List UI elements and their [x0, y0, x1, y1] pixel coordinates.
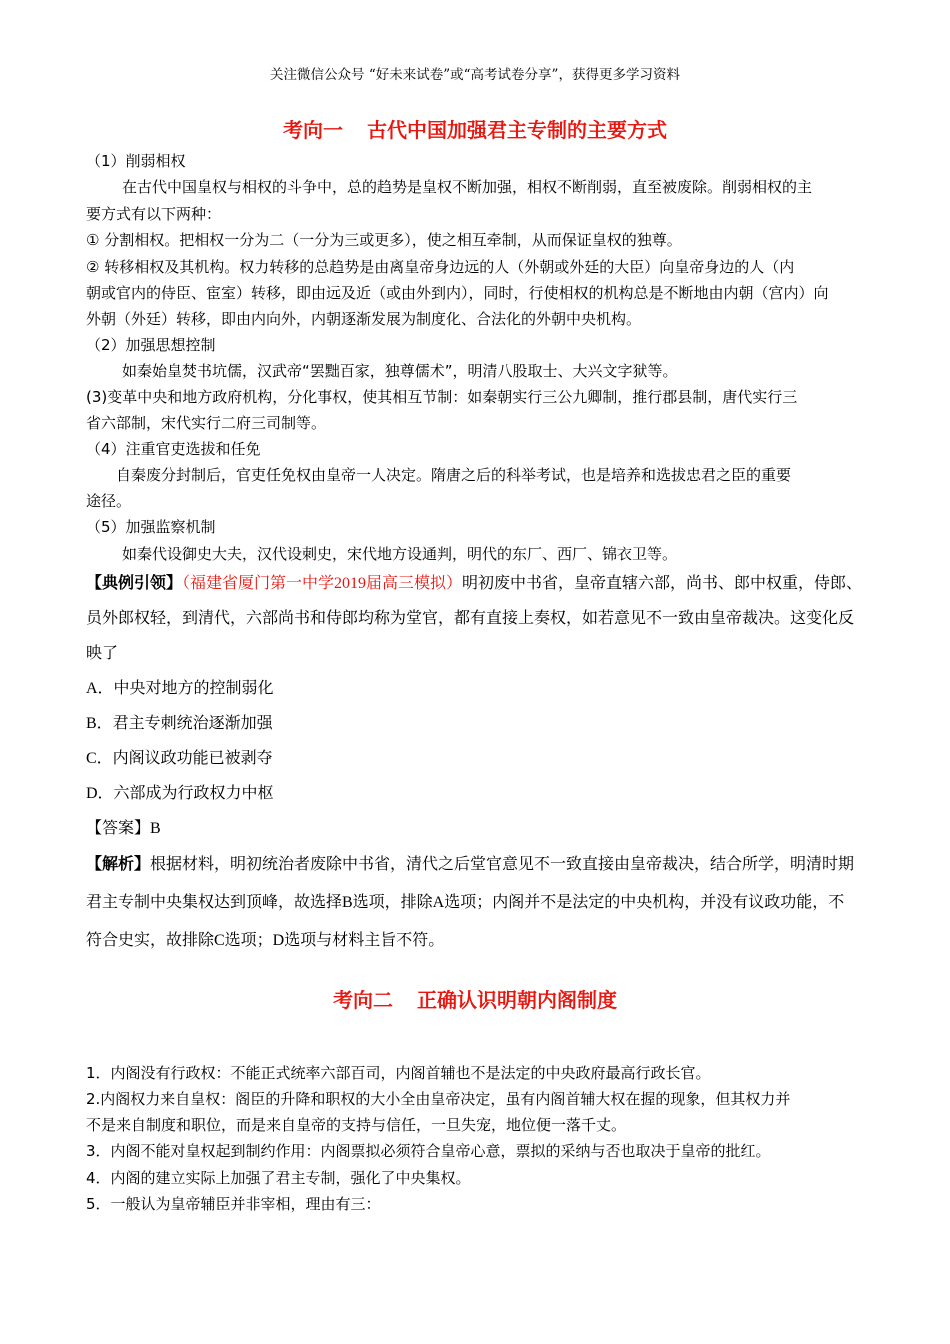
example-stem-line: 员外郎权轻，到清代，六部尚书和侍郎均称为堂官，都有直接上奏权，如若意见不一致由皇帝裁决。这变化反: [86, 610, 855, 627]
section-1-line: ② 转移相权及其机构。权力转移的总趋势是由离皇帝身边远的人（外朝或外廷的大臣）向皇帝身边的人（内: [86, 258, 795, 276]
section-2-line: 1．内阁没有行政权：不能正式统率六部百司，内阁首辅也不是法定的中央政府最高行政长官。: [86, 1064, 711, 1082]
section-2-line: 5．一般认为皇帝辅臣并非宰相，理由有三：: [86, 1195, 381, 1213]
section-2-title: 正确认识明朝内阁制度: [417, 988, 617, 1012]
example-source: （福建省厦门第一中学2019届高三模拟）: [182, 575, 463, 592]
section-2-line: 3．内阁不能对皇权起到制约作用：内阁票拟必须符合皇帝心意，票拟的采纳与否也取决于皇帝的批红。: [86, 1142, 771, 1160]
analysis-text: 根据材料，明初统治者废除中书省，清代之后堂官意见不一致直接由皇帝裁决，结合所学，明清时期: [150, 856, 855, 873]
section-1-label: 考向一: [283, 118, 343, 142]
answer-value: B: [150, 820, 161, 837]
section-2-label: 考向二: [333, 988, 393, 1012]
section-1-title: 古代中国加强君主专制的主要方式: [367, 118, 667, 142]
header-note: 关注微信公众号 “好未来试卷”或“高考试卷分享”，获得更多学习资料: [270, 67, 680, 83]
section-1-line: 外朝（外廷）转移，即由内向外，内朝逐渐发展为制度化、合法化的外朝中央机构。: [86, 310, 642, 328]
section-1-line: ① 分割相权。把相权一分为二（一分为三或更多），使之相互牵制，从而保证皇权的独尊。: [86, 231, 682, 249]
answer-tag: 【答案】: [86, 820, 151, 837]
section-2-line: 不是来自制度和职位，而是来自皇帝的支持与信任，一旦失宠，地位便一落千丈。: [86, 1116, 627, 1134]
section-1-line: 如秦始皇焚书坑儒，汉武帝“罢黜百家，独尊儒术”，明清八股取士、大兴文字狱等。: [122, 362, 678, 380]
analysis-tag: 【解析】: [86, 856, 151, 873]
example-stem-line: [86, 574, 864, 594]
section-1-line: (3)变革中央和地方政府机构，分化事权，使其相互节制：如秦朝实行三公九卿制，推行郡县制，唐代实行三: [86, 388, 798, 406]
option-d: D．六部成为行政权力中枢: [86, 785, 274, 802]
example-stem-text: 明初废中书省，皇帝直辖六部，尚书、郎中权重，侍郎、: [462, 575, 863, 592]
analysis-line: 符合史实，故排除C选项；D选项与材料主旨不符。: [86, 932, 445, 949]
section-2-line: 2.内阁权力来自皇权：阁臣的升降和职权的大小全由皇帝决定，虽有内阁首辅大权在握的现象，但其权力并: [86, 1090, 791, 1108]
example-tag: 【典例引领】: [86, 575, 183, 592]
section-1-line: 如秦代设御史大夫，汉代设刺史，宋代地方设通判，明代的东厂、西厂、锦衣卫等。: [122, 545, 678, 563]
option-a: A．中央对地方的控制弱化: [86, 680, 274, 697]
section-1-line: （5）加强监察机制: [86, 518, 216, 536]
section-1-line: 朝或官内的侍臣、宦室）转移，即由远及近（或由外到内），同时，行使相权的机构总是不断地由内朝（宫内）向: [86, 284, 829, 302]
section-1-heading: [0, 117, 950, 143]
section-1-line: 在古代中国皇权与相权的斗争中，总的趋势是皇权不断加强，相权不断削弱，直至被废除。削弱相权的主: [122, 178, 813, 196]
section-1-line: （2）加强思想控制: [86, 336, 216, 354]
section-1-line: （1）削弱相权: [86, 152, 186, 170]
section-1-line: 要方式有以下两种：: [86, 205, 222, 223]
section-1-line: 途径。: [86, 492, 132, 510]
answer-line: [86, 819, 864, 839]
section-2-line: 4．内阁的建立实际上加强了君主专制，强化了中央集权。: [86, 1169, 471, 1187]
section-1-line: （4）注重官吏选拔和任免: [86, 440, 261, 458]
analysis-line: [86, 855, 864, 875]
section-2-heading: [0, 987, 950, 1013]
option-b: B．君主专刺统治逐渐加强: [86, 715, 273, 732]
analysis-line: 君主专制中央集权达到顶峰，故选择B选项，排除A选项；内阁并不是法定的中央机构，并没有议政功能，不: [86, 894, 845, 911]
section-1-line: 省六部制，宋代实行二府三司制等。: [86, 414, 327, 432]
section-1-line: 自秦废分封制后，官吏任免权由皇帝一人决定。隋唐之后的科举考试，也是培养和选拔忠君之臣的重要: [116, 466, 792, 484]
option-c: C．内阁议政功能已被剥夺: [86, 750, 273, 767]
example-stem-line: 映了: [86, 645, 119, 662]
